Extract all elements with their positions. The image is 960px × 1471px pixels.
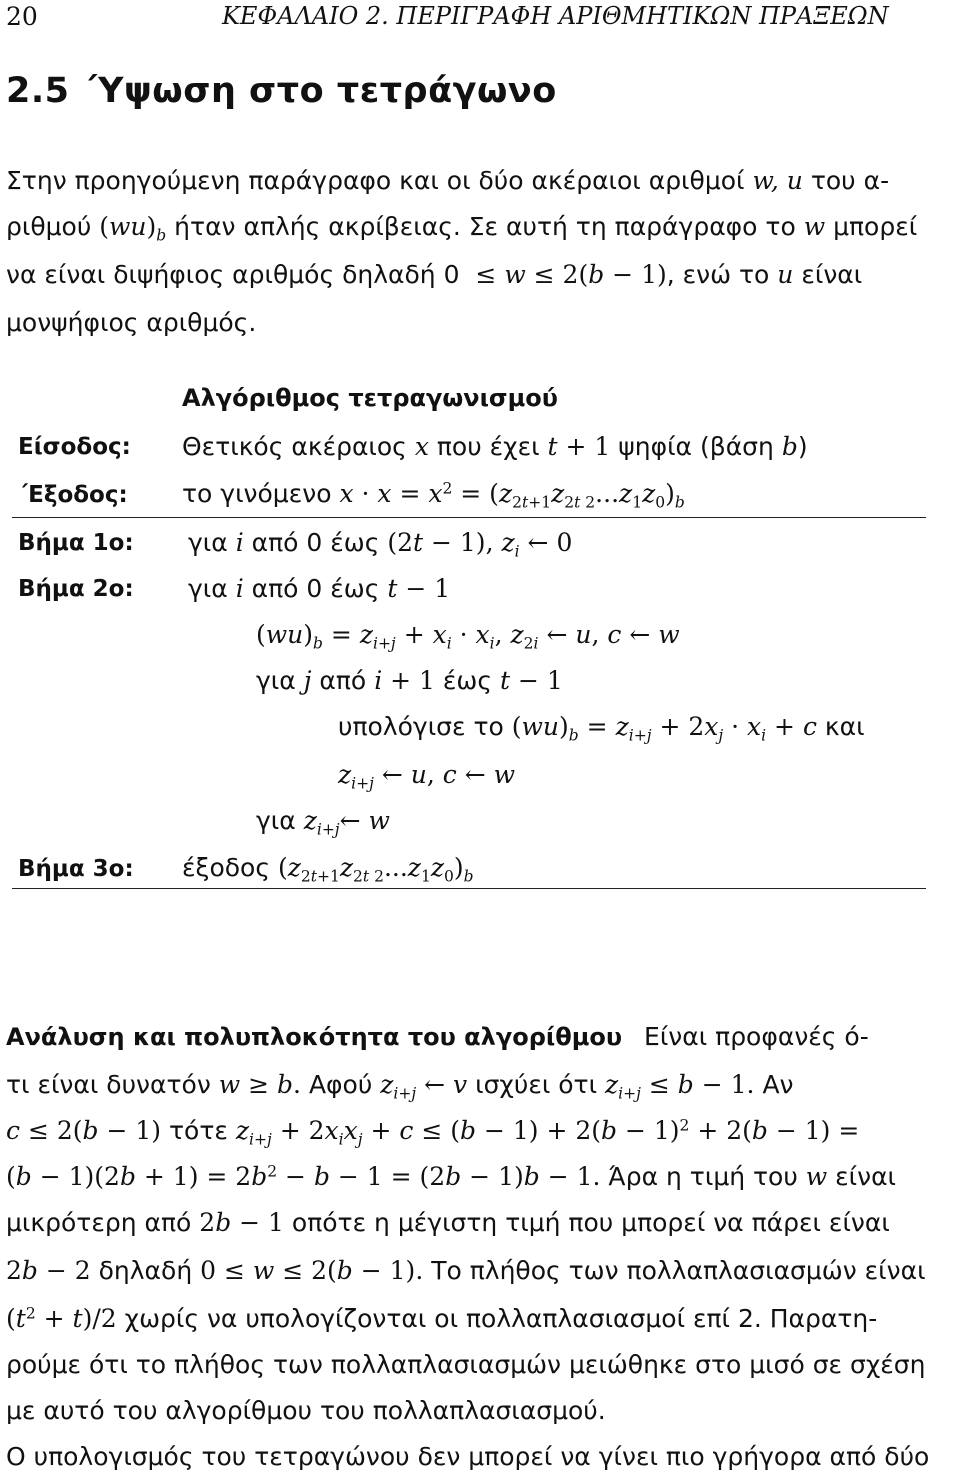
page-number: 20 [6, 2, 38, 31]
intro-line-3: να είναι διψήφιος αριθμός δηλαδή 0 ≤ w ≤ 2(b − 1), ενώ το u είναι [6, 260, 863, 289]
analysis-heading: Ανάλυση και πολυπλοκότητα του αλγορίθμου [6, 1023, 623, 1051]
assign-line: $z_{i+j}$ ← u, c ← w [338, 760, 516, 793]
intro-line-4: μονψήφιος αριθμός. [6, 308, 257, 337]
intro-line-1: Στην προηγούμενη παράγραφο και οι δύο ακέραιοι αριθμοί w, u του α- [6, 166, 890, 195]
analysis-line-10: Ο υπολογισμός του τετραγώνου δεν μπορεί να γίνει πιο γρήγορα από δύο [6, 1442, 930, 1471]
analysis-line-3: c ≤ 2(b − 1) τότε $z_{i+j} + 2x_ix_j + c \le (b - 1) + 2(b - 1)^2 + 2(b - 1)$ = [6, 1116, 860, 1149]
algorithm-rule-top [12, 517, 926, 518]
analysis-line-9: με αυτό του αλγορίθμου του πολλαπλασιασμού. [6, 1396, 606, 1425]
step2-label: Βήμα 2ο: [18, 576, 134, 602]
step1-text: για i από 0 έως (2t − 1), $z_i$ ← 0 [188, 528, 573, 561]
input-text: Θετικός ακέραιος x που έχει t + 1 ψηφία (βάση b) [182, 432, 808, 461]
for-j-line: για j από i + 1 έως t − 1 [256, 666, 563, 695]
step2-inner-formula: $(wu)_b = z_{i+j} + x_i \cdot x_i$, $z_{2i}$ ← u, c ← w [256, 620, 680, 653]
input-label: Είσοδος: [18, 434, 131, 460]
analysis-line-2: τι είναι δυνατόν w ≥ b. Αφού $z_{i+j}$ ← v ισχύει ότι $z_{i+j} \le b - 1$. Αν [6, 1070, 794, 1103]
analysis-line-6: 2b − 2 δηλαδή 0 ≤ w ≤ 2(b − 1). Το πλήθος των πολλαπλασιασμών είναι [6, 1256, 926, 1285]
step3-label: Βήμα 3ο: [18, 856, 134, 882]
algorithm-title: Αλγόριθμος τετραγωνισμού [182, 384, 558, 412]
analysis-line-7: $(t^2 + t)/2$ χωρίς να υπολογίζονται οι πολλαπλασιασμοί επί 2. Παρατη- [6, 1304, 878, 1333]
step1-label: Βήμα 1ο: [18, 530, 134, 556]
step2-text: για i από 0 έως t − 1 [188, 574, 451, 603]
output-label: ΄Εξοδος: [18, 482, 128, 508]
analysis-line-5: μικρότερη από 2b − 1 οπότε η μέγιστη τιμή που μπορεί να πάρει είναι [6, 1208, 890, 1237]
analysis-line-8: ρούμε ότι το πλήθος των πολλαπλασιασμών μειώθηκε στο μισό σε σχέση [6, 1350, 926, 1379]
analysis-line-4: $(b - 1)(2b + 1) = 2b^2 - b - 1 = (2b - 1)b - 1$. Άρα η τιμή του w είναι [6, 1162, 897, 1191]
for-z-line: για $z_{i+j}\leftarrow$ w [256, 806, 390, 839]
intro-line-2: ριθμού $(wu)_b$ ήταν απλής ακρίβειας. Σε αυτή τη παράγραφο το w μπορεί [6, 212, 918, 245]
step3-text: έξοδος $(z_{2t+1}z_{2t 2}...z_1z_0)_b$ [182, 853, 474, 886]
section-title: 2.5 ΄Υψωση στο τετράγωνο [6, 71, 557, 111]
running-title: ΚΕΦΑΛΑΙΟ 2. ΠΕΡΙΓΡΑΦΗ ΑΡΙΘΜΗΤΙΚΩΝ ΠΡΑΞΕΩΝ [222, 2, 889, 30]
algorithm-rule-bottom [12, 888, 926, 889]
analysis-line-1: Ανάλυση και πολυπλοκότητα του αλγορίθμου Είναι προφανές ό- [6, 1022, 869, 1051]
output-text: το γινόμενο $x \cdot x = x^2 = (z_{2t+1}z_{2t 2}...z_1z_0)_b$ [182, 479, 685, 512]
compute-line: υπολόγισε το $(wu)_b = z_{i+j} + 2x_j \cdot x_i + c$ και [338, 712, 865, 745]
